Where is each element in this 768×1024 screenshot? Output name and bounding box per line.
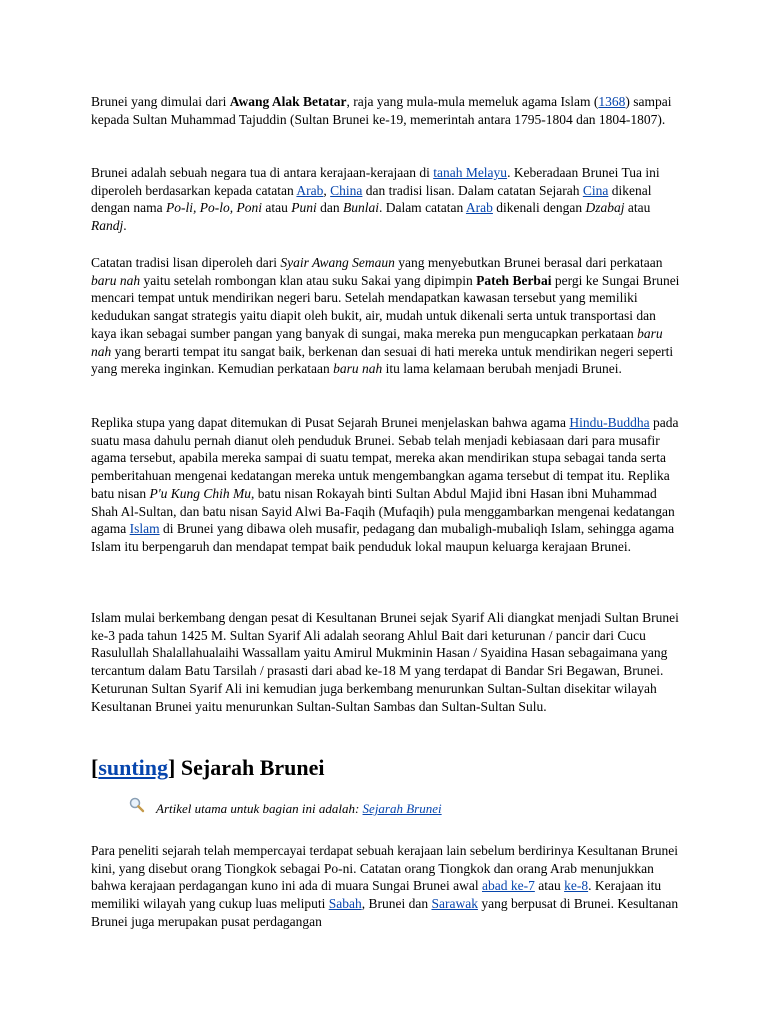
paragraph-3 — [91, 254, 681, 378]
text: atau — [624, 200, 651, 216]
link-sejarah-brunei[interactable]: Sejarah Brunei — [362, 801, 442, 816]
text: , batu nisan Rokayah binti Sultan Abdul Majid ibni Hasan ibni Muhammad Shah Al-Sultan, dan batu nisan Sayid Alwi Ba-Faqih (Mufaqih) pula menggambarkan mengenai kedatangan agama — [91, 485, 675, 537]
text: . — [123, 218, 127, 234]
italic-text: Syair Awang Semaun — [280, 255, 395, 270]
link-china[interactable]: China — [330, 182, 363, 198]
text: , raja yang mula-mula memeluk agama Islam ( — [346, 94, 599, 109]
text: dikenal dengan nama — [91, 182, 652, 216]
italic-text: baru nah — [91, 325, 663, 359]
link-cina[interactable]: Cina — [582, 182, 609, 198]
text: atau — [534, 878, 565, 894]
text: Para peneliti sejarah telah mempercayai terdapat sebuah kerajaan lain sebelum berdirinya Kesultanan Brunei kini, yang disebut orang Tiongkok sebagai Po-ni. Catatan orang Tiongkok dan orang Arab menunjukkan bahwa kerajaan perdagangan kuno ini ada di muara Sungai Brunei awal — [91, 843, 678, 894]
text: dikenali dengan — [492, 200, 586, 216]
text: , — [323, 182, 331, 198]
section-title: Sejarah Brunei — [175, 755, 325, 780]
link-1368[interactable]: 1368 — [598, 94, 626, 109]
text: itu lama kelamaan berubah menjadi Brunei. — [382, 361, 622, 377]
paragraph-5 — [91, 609, 681, 715]
link-tanah-melayu[interactable]: tanah Melayu — [433, 165, 508, 180]
link-arab-2[interactable]: Arab — [465, 200, 493, 216]
text: Brunei yang dimulai dari — [91, 94, 230, 109]
text: dan tradisi lisan. Dalam catatan Sejarah — [362, 182, 583, 198]
italic-text: Bunlai — [342, 200, 379, 216]
text: dan — [316, 200, 343, 216]
link-sarawak[interactable]: Sarawak — [431, 896, 478, 912]
text: Replika stupa yang dapat ditemukan di Pusat Sejarah Brunei menjelaskan bahwa agama — [91, 415, 570, 430]
text: . Kerajaan itu memiliki wilayah yang cukup luas meliputi — [91, 878, 662, 912]
italic-text: Po-li, Po-lo, Poni — [165, 200, 262, 216]
text: di Brunei yang dibawa oleh musafir, pedagang dan mubaligh-mubaliqh Islam, sehingga agama Islam itu berpengaruh dan mendapat tempat baik penduduk lokal maupun keluarga kerajaan Brunei. — [91, 521, 675, 554]
text: Islam mulai berkembang dengan pesat di Kesultanan Brunei sejak Syarif Ali diangkat menjadi Sultan Brunei ke-3 pada tahun 1425 M. Sultan Syarif Ali adalah seorang Ahlul Bait dari keturunan / pancir dari Cucu Rasulullah Shalallahualaihi Wassallam yaitu Amirul Mukminin Hasan / Syaidina Hasan sebagaimana yang tercantum dalam Batu Tarsilah / prasasti dari abad ke-18 M yang terdapat di Bandar Sri Begawan, Brunei. Keturunan Sultan Syarif Ali ini kemudian juga berkembang menurunkan Sultan-Sultan disekitar wilayah Kesultanan Brunei yaitu menurunkan Sultan-Sultan Sambas dan Sultan-Sultan Sulu. — [91, 610, 679, 714]
text: Catatan tradisi lisan diperoleh dari — [91, 255, 281, 270]
magnifier-icon — [129, 797, 147, 813]
edit-link[interactable]: sunting — [98, 755, 169, 780]
text: Brunei adalah sebuah negara tua di antara kerajaan-kerajaan di — [91, 165, 434, 180]
text: atau — [261, 200, 292, 216]
text: pada suatu masa dahulu pernah dianut oleh penduduk Brunei. Sebab telah menjadi kebiasaan dari para musafir agama tersebut, apabila mereka sampai di suatu tempat, mereka akan mendirikan stupa sebagai tanda serta pemberitahuan mengenai kedatangan mereka untuk mengembangkan agama tersebut di tempat itu. Replika batu nisan — [91, 415, 679, 501]
link-abad-ke-7[interactable]: abad ke-7 — [481, 878, 535, 894]
link-hindu-buddha[interactable]: Hindu-Buddha — [569, 415, 650, 430]
text: , Brunei dan — [361, 896, 432, 912]
italic-text: P'u Kung Chih Mu — [149, 485, 252, 501]
paragraph-2 — [91, 164, 681, 235]
paragraph-6 — [91, 842, 681, 931]
italic-text: Randj — [91, 218, 124, 234]
italic-text: baru nah — [333, 361, 383, 377]
text: yaitu setelah rombongan klan atau suku Sakai yang dipimpin — [140, 272, 477, 288]
section-heading — [91, 754, 325, 782]
link-sabah[interactable]: Sabah — [328, 896, 362, 912]
link-ke-8[interactable]: ke-8 — [564, 878, 589, 894]
text: yang berarti tempat itu sangat baik, berkenan dan sesuai di hati mereka untuk mendirikan negeri seperti yang mereka inginkan. Kemudian perkataan — [91, 343, 674, 377]
main-article-prefix: Artikel utama untuk bagian ini adalah: — [156, 801, 363, 816]
bold-text: Pateh Berbai — [476, 272, 552, 288]
italic-text: baru nah — [91, 272, 141, 288]
text: ) sampai kepada Sultan Muhammad Tajuddin (Sultan Brunei ke-19, memerintah antara 1795-1804 dan 1804-1807). — [91, 94, 672, 127]
text: yang berpusat di Brunei. Kesultanan Brunei juga merupakan pusat perdagangan — [91, 896, 679, 929]
bold-text: Awang Alak Betatar — [229, 94, 347, 109]
bracket-close: ] — [168, 755, 176, 780]
text: . Dalam catatan — [378, 200, 466, 216]
italic-text: Dzabaj — [585, 200, 625, 216]
paragraph-4 — [91, 414, 681, 556]
paragraph-1 — [91, 93, 681, 128]
text: pergi ke Sungai Brunei mencari tempat untuk mendirikan negeri baru. Setelah mendapatkan kawasan tersebut yang memiliki kedudukan sangat strategis yaitu diapit oleh bukit, air, mudah untuk dikenali serta untuk transportasi dan kaya ikan sebagai sumber pangan yang banyak di sungai, maka mereka pun mengucapkan perkataan — [91, 272, 680, 341]
link-arab[interactable]: Arab — [296, 182, 324, 198]
text: yang menyebutkan Brunei berasal dari perkataan — [394, 255, 663, 270]
italic-text: Puni — [291, 200, 317, 216]
bracket-open: [ — [91, 755, 99, 780]
main-article-note — [134, 800, 442, 818]
link-islam[interactable]: Islam — [129, 521, 160, 537]
text: . Keberadaan Brunei Tua ini diperoleh berdasarkan kepada catatan — [91, 165, 660, 198]
